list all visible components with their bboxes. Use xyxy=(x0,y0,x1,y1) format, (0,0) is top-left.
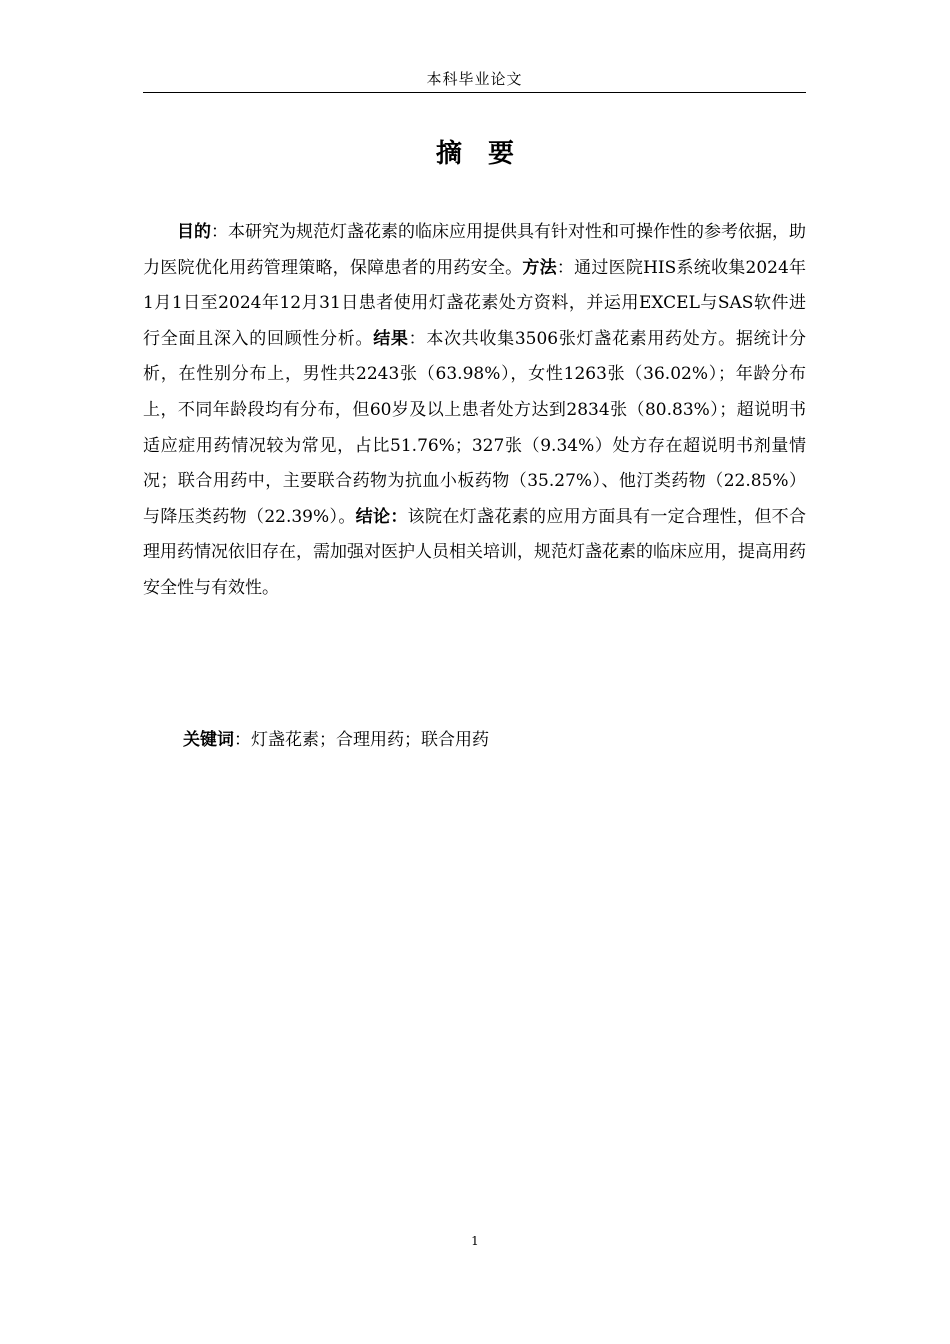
result-label: 结果 xyxy=(373,328,409,349)
method-label: 方法 xyxy=(522,257,557,278)
page-number: 1 xyxy=(471,1234,479,1248)
abstract-body xyxy=(143,215,806,607)
page-header xyxy=(143,68,806,93)
conclusion-text: 该院在灯盏花素的应用方面具有一定合理性，但不合理用药情况依旧存在，需加强对医护人员相关培训，规范灯盏花素的临床应用，提高用药安全性与有效性。 xyxy=(143,506,807,598)
header-title: 本科毕业论文 xyxy=(426,70,523,88)
purpose-label: 目的 xyxy=(177,222,211,242)
method-text: ：通过医院HIS系统收集2024年1月1日至2024年12月31日患者使用灯盏花素处方资料，并运用EXCEL与SAS软件进行全面且深入的回顾性分析。 xyxy=(143,257,807,349)
abstract-title-part2: 要 xyxy=(488,139,515,169)
purpose-text: ：本研究为规范灯盏花素的临床应用提供具有针对性和可操作性的参考依据，助力医院优化用药管理策略，保障患者的用药安全。 xyxy=(143,222,806,278)
conclusion-label: 结论： xyxy=(355,506,408,527)
keywords xyxy=(183,723,806,758)
keywords-label: 关键词 xyxy=(183,730,234,750)
abstract-title xyxy=(0,134,950,174)
keywords-text: ：灯盏花素；合理用药；联合用药 xyxy=(234,730,489,750)
abstract-title-part1: 摘 xyxy=(435,139,462,169)
result-text: ：本次共收集3506张灯盏花素用药处方。据统计分析，在性别分布上，男性共2243张（63.98%），女性1263张（36.02%）；年龄分布上，不同年龄段均有分布，但60岁及以上患者处方达到2834张（80.83%）；超说明书适应症用药情况较为常见，占比51.76%；327张（9.34%）处方存在超说明书剂量情况；联合用药中，主要联合药物为抗血小板药物（35.27%）、他汀类药物（22.85%）与降压类药物（22.39%）。 xyxy=(143,328,807,527)
